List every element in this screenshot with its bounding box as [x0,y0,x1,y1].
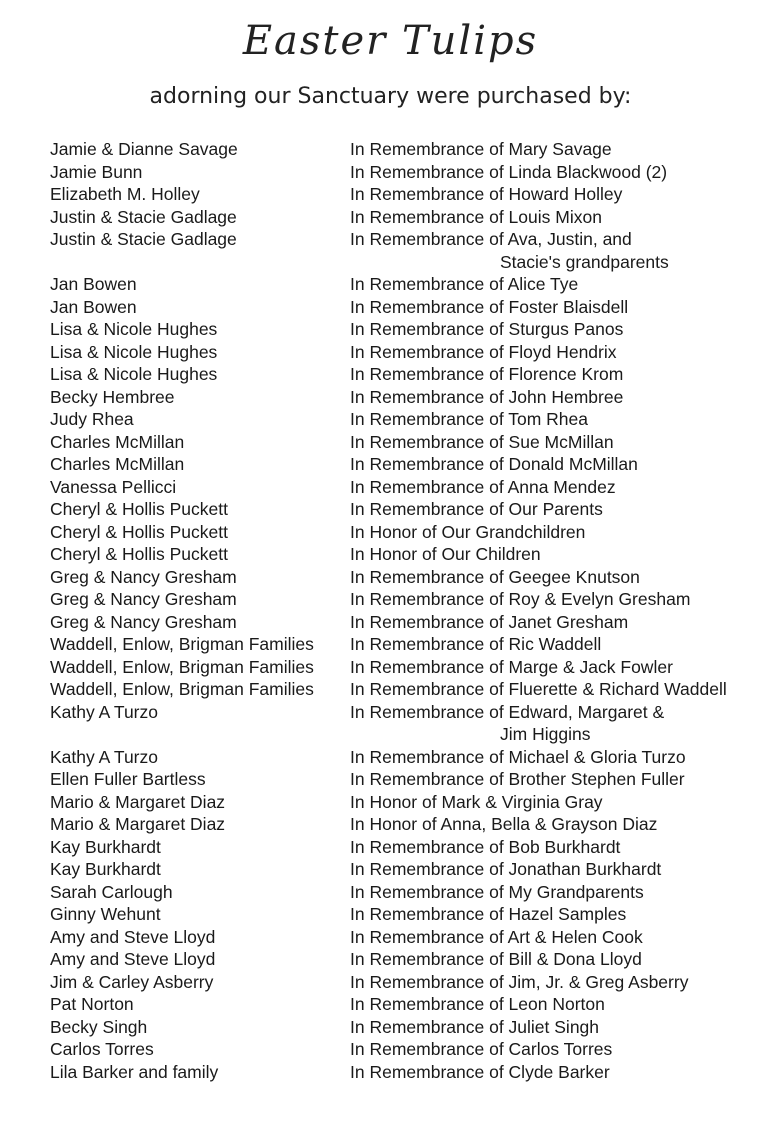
donor-name: Lisa & Nicole Hughes [50,319,218,339]
dedication-text: In Remembrance of Sturgus Panos [350,319,624,339]
list-item [0,813,781,836]
list-item [0,386,781,409]
donor-name: Justin & Stacie Gadlage [50,229,237,249]
dedication-text: In Remembrance of My Grandparents [350,881,644,902]
list-item [0,656,781,679]
dedication-text: In Remembrance of Linda Blackwood (2) [350,161,668,182]
donor-name: Greg & Nancy Gresham [50,589,237,609]
donor-name: Kay Burkhardt [50,836,161,857]
donor-name: Carlos Torres [50,1039,154,1059]
list-item [0,431,781,454]
page-subtitle: adorning our Sanctuary were purchased by: [149,84,632,109]
donor-name: Pat Norton [50,994,134,1014]
dedication-text: In Remembrance of Sue McMillan [350,431,614,452]
donor-name: Lila Barker and family [50,1061,219,1082]
list-item [0,836,781,859]
list-item [0,296,781,319]
dedication-text: In Remembrance of Brother Stephen Fuller [350,769,685,789]
list-item [0,1016,781,1039]
dedication-text: In Remembrance of Howard Holley [350,184,623,204]
list-item [0,318,781,341]
dedication-text: In Remembrance of Bill & Dona Lloyd [350,949,642,969]
list-item-continuation [0,251,781,274]
donor-name: Amy and Steve Lloyd [50,926,216,947]
dedication-text: In Remembrance of Anna Mendez [350,476,616,497]
donor-name: Lisa & Nicole Hughes [50,341,218,362]
list-item [0,993,781,1016]
dedication-text: In Remembrance of Mary Savage [350,139,612,159]
list-item [0,1038,781,1061]
dedication-text: In Remembrance of Roy & Evelyn Gresham [350,589,691,609]
donor-name: Mario & Margaret Diaz [50,791,226,812]
page-title: Easter Tulips [242,18,539,64]
donor-name: Cheryl & Hollis Puckett [50,499,228,519]
dedication-text: In Remembrance of Art & Helen Cook [350,926,643,947]
list-item [0,273,781,296]
donor-name: Kathy A Turzo [50,746,158,767]
dedication-text: In Remembrance of Ric Waddell [350,634,602,654]
dedication-text: In Honor of Our Children [350,544,541,564]
donor-name: Sarah Carlough [50,881,173,902]
list-item [0,138,781,161]
donor-name: Becky Hembree [50,386,175,407]
donor-name: Jamie & Dianne Savage [50,139,238,159]
list-item [0,768,781,791]
dedication-text: In Remembrance of Floyd Hendrix [350,341,617,362]
donor-name: Greg & Nancy Gresham [50,566,237,587]
dedication-text: In Remembrance of Michael & Gloria Turzo [350,746,686,767]
donor-name: Kay Burkhardt [50,859,161,879]
dedication-text: In Remembrance of Louis Mixon [350,206,602,227]
list-item [0,948,781,971]
list-item [0,543,781,566]
donor-name: Waddell, Enlow, Brigman Families [50,679,314,699]
dedication-text: In Remembrance of Janet Gresham [350,611,629,632]
list-item [0,701,781,724]
dedication-continuation: Jim Higgins [500,724,591,744]
donor-name: Waddell, Enlow, Brigman Families [50,656,314,677]
dedication-text: In Remembrance of Fluerette & Richard Waddell [350,679,727,699]
list-item [0,408,781,431]
list-item-continuation [0,723,781,746]
dedication-text: In Remembrance of Tom Rhea [350,409,588,429]
donor-name: Judy Rhea [50,409,134,429]
donor-name: Amy and Steve Lloyd [50,949,216,969]
dedication-text: In Remembrance of Alice Tye [350,274,579,294]
list-item [0,498,781,521]
list-item [0,926,781,949]
donor-name: Charles McMillan [50,431,185,452]
donor-name: Lisa & Nicole Hughes [50,364,218,384]
dedication-list [0,138,781,1083]
donor-name: Greg & Nancy Gresham [50,611,237,632]
list-item [0,363,781,386]
list-item [0,521,781,544]
donor-name: Cheryl & Hollis Puckett [50,521,228,542]
donor-name: Charles McMillan [50,454,185,474]
dedication-text: In Remembrance of Marge & Jack Fowler [350,656,673,677]
donor-name: Mario & Margaret Diaz [50,814,226,834]
donor-name: Becky Singh [50,1016,148,1037]
list-item [0,161,781,184]
dedication-text: In Remembrance of Donald McMillan [350,454,638,474]
list-item [0,206,781,229]
list-item [0,1061,781,1084]
list-item [0,183,781,206]
list-item [0,903,781,926]
dedication-text: In Remembrance of Juliet Singh [350,1016,600,1037]
list-item [0,611,781,634]
list-item [0,566,781,589]
dedication-text: In Remembrance of Clyde Barker [350,1061,610,1082]
dedication-text: In Honor of Our Grandchildren [350,521,586,542]
dedication-continuation: Stacie's grandparents [500,251,669,272]
dedication-text: In Remembrance of Ava, Justin, and [350,229,632,249]
list-item [0,791,781,814]
donor-name: Vanessa Pellicci [50,476,177,497]
dedication-text: In Remembrance of John Hembree [350,386,624,407]
dedication-text: In Honor of Mark & Virginia Gray [350,791,603,812]
dedication-text: In Remembrance of Jonathan Burkhardt [350,859,662,879]
dedication-text: In Remembrance of Florence Krom [350,364,624,384]
donor-name: Jan Bowen [50,296,137,317]
list-item [0,476,781,499]
donor-name: Ellen Fuller Bartless [50,769,206,789]
dedication-text: In Remembrance of Foster Blaisdell [350,296,629,317]
donor-name: Justin & Stacie Gadlage [50,206,237,227]
list-item [0,858,781,881]
list-item [0,453,781,476]
list-item [0,341,781,364]
dedication-text: In Remembrance of Leon Norton [350,994,605,1014]
donor-name: Waddell, Enlow, Brigman Families [50,634,314,654]
donor-name: Ginny Wehunt [50,904,161,924]
dedication-text: In Remembrance of Carlos Torres [350,1039,613,1059]
donor-name: Kathy A Turzo [50,701,158,722]
donor-name: Elizabeth M. Holley [50,184,200,204]
dedication-text: In Remembrance of Geegee Knutson [350,566,640,587]
list-item [0,228,781,251]
donor-name: Jim & Carley Asberry [50,971,214,992]
list-item [0,971,781,994]
dedication-text: In Remembrance of Jim, Jr. & Greg Asberry [350,971,689,992]
dedication-text: In Honor of Anna, Bella & Grayson Diaz [350,814,658,834]
list-item [0,746,781,769]
dedication-text: In Remembrance of Hazel Samples [350,904,627,924]
list-item [0,588,781,611]
dedication-text: In Remembrance of Edward, Margaret & [350,701,665,722]
list-item [0,678,781,701]
dedication-text: In Remembrance of Bob Burkhardt [350,836,621,857]
list-item [0,881,781,904]
donor-name: Cheryl & Hollis Puckett [50,544,228,564]
list-item [0,633,781,656]
donor-name: Jamie Bunn [50,161,143,182]
dedication-text: In Remembrance of Our Parents [350,499,603,519]
donor-name: Jan Bowen [50,274,137,294]
